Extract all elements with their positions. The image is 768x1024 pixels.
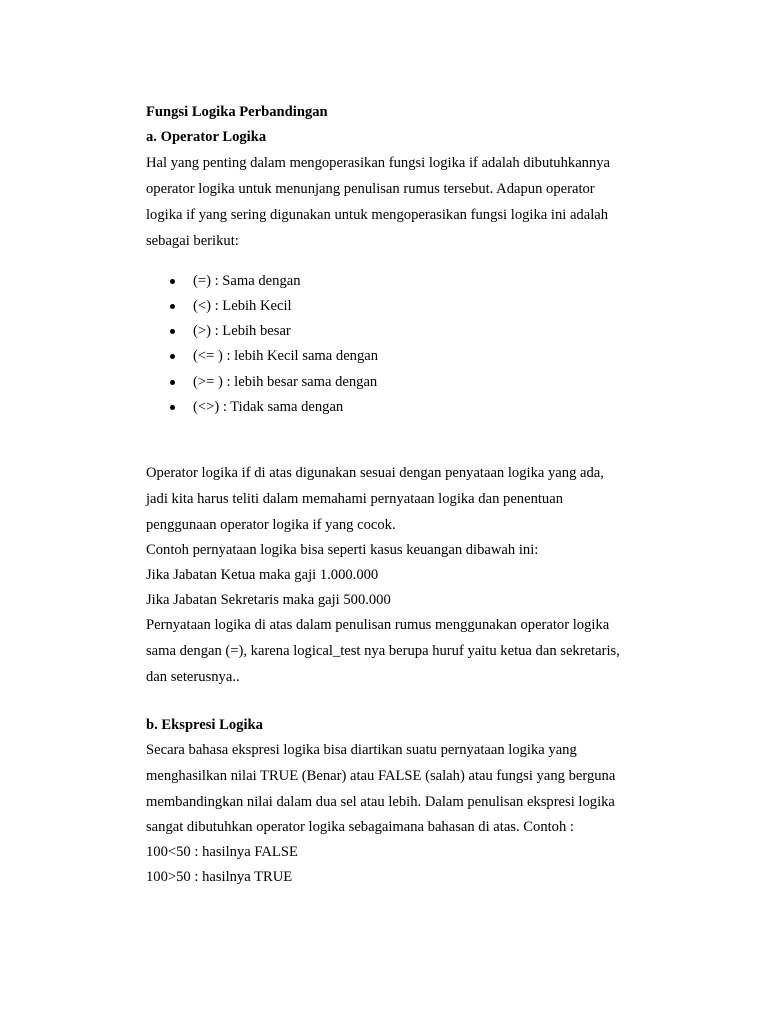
paragraph-line: sebagai berikut: [146,233,239,249]
paragraph-line: operator logika untuk menunjang penulisan rumus tersebut. Adapun operator [146,181,595,197]
paragraph-line: Secara bahasa ekspresi logika bisa diartikan suatu pernyataan logika yang [146,742,577,758]
list-item-text: (=) : Sama dengan [193,273,301,289]
paragraph-line: Operator logika if di atas digunakan sesuai dengan penyataan logika yang ada, [146,465,604,481]
bullet-icon [170,354,175,359]
paragraph-line: dan seterusnya.. [146,669,240,685]
bullet-icon [170,304,175,309]
list-item-text: (>) : Lebih besar [193,323,291,339]
bullet-icon [170,380,175,385]
paragraph-line: penggunaan operator logika if yang cocok. [146,517,396,533]
bullet-icon [170,329,175,334]
bullet-icon [170,279,175,284]
paragraph-line: Contoh pernyataan logika bisa seperti kasus keuangan dibawah ini: [146,542,539,558]
paragraph-line: Pernyataan logika di atas dalam penulisan rumus menggunakan operator logika [146,617,610,633]
section-b-heading: b. Ekspresi Logika [146,717,263,733]
list-item-text: (<) : Lebih Kecil [193,298,292,314]
paragraph-line: logika if yang sering digunakan untuk mengoperasikan fungsi logika ini adalah [146,207,609,223]
paragraph-line: membandingkan nilai dalam dua sel atau lebih. Dalam penulisan ekspresi logika [146,794,615,810]
list-item-text: (<= ) : lebih Kecil sama dengan [193,348,379,364]
list-item-text: (<>) : Tidak sama dengan [193,399,344,415]
paragraph-line: sama dengan (=), karena logical_test nya berupa huruf yaitu ketua dan sekretaris, [146,643,620,659]
paragraph-line: Jika Jabatan Sekretaris maka gaji 500.000 [146,592,391,608]
paragraph-line: jadi kita harus teliti dalam memahami pernyataan logika dan penentuan [146,491,563,507]
paragraph-line: Hal yang penting dalam mengoperasikan fungsi logika if adalah dibutuhkannya [146,155,611,171]
document-title: Fungsi Logika Perbandingan [146,104,328,120]
section-a-heading: a. Operator Logika [146,129,267,145]
bullet-icon [170,405,175,410]
list-item-text: (>= ) : lebih besar sama dengan [193,374,378,390]
paragraph-line: sangat dibutuhkan operator logika sebagaimana bahasan di atas. Contoh : [146,819,574,835]
document-page [146,0,686,1024]
paragraph-line: 100>50 : hasilnya TRUE [146,869,293,885]
paragraph-line: 100<50 : hasilnya FALSE [146,844,298,860]
paragraph-line: menghasilkan nilai TRUE (Benar) atau FALSE (salah) atau fungsi yang berguna [146,768,616,784]
paragraph-line: Jika Jabatan Ketua maka gaji 1.000.000 [146,567,379,583]
